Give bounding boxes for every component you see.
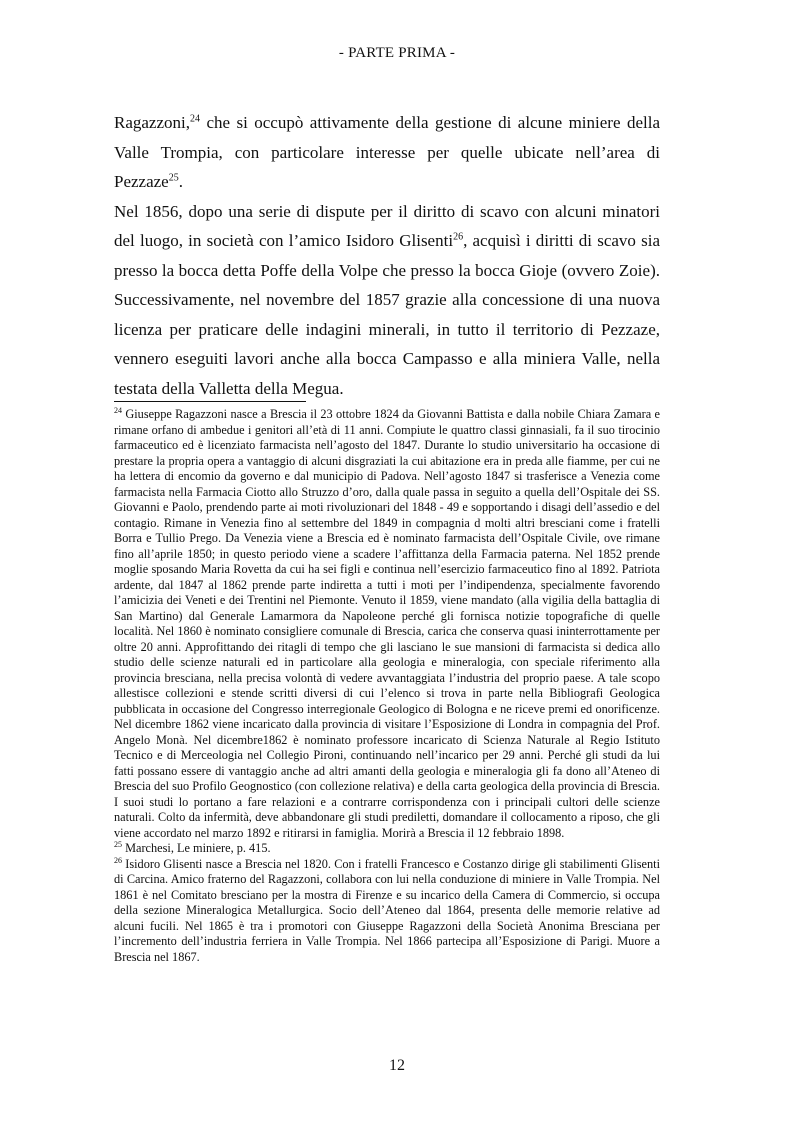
- main-text: [114, 108, 660, 403]
- footnotes: [114, 407, 660, 965]
- text-run: , acquisì i diritti di scavo sia presso la bocca detta Poffe della Volpe che presso la bocca Gioje (ovvero Zoie). Successivamente, nel novembre del 1857 grazie alla concessione di una nuova licenza per praticare delle indagini minerali, in tutto il territorio di Pezzaze, vennero eseguiti lavori anche alla bocca Campasso e alla miniera Valle, nella testata della Valletta della Megua.: [114, 231, 661, 398]
- footnote-ref-26[interactable]: 26: [453, 231, 464, 243]
- running-header: - PARTE PRIMA -: [338, 45, 456, 61]
- page-number: 12: [389, 1057, 405, 1074]
- footnote-26: [114, 857, 660, 966]
- footnote-25: [114, 841, 660, 857]
- footnote-separator: [114, 401, 306, 402]
- text-run: che si occupò attivamente della gestione di alcune miniere della Valle Trompia, con particolare interesse per quelle ubicate nell’area di Pezzaze: [114, 113, 660, 191]
- footnote-text: Marchesi, Le miniere, p. 415.: [122, 841, 271, 855]
- footnote-text: Isidoro Glisenti nasce a Brescia nel 1820. Con i fratelli Francesco e Costanzo dirige gli stabilimenti Glisenti di Carcina. Amico fraterno del Ragazzoni, collabora con lui nella conduzione di miniere in Valle Trompia. Nel 1861 è nel Comitato bresciano per la mostra di Firenze e su incarico della Camera di Commercio, si occupa della sezione Mineralogica Metallurgica. Socio dell’Ateneo dal 1864, presenta delle memorie relative ad alcuni fucili. Nel 1865 è tra i promotori con Giuseppe Ragazzoni della Società Anonima Bresciana per l’incremento dell’industria ferriera in Valle Trompia. Nel 1866 partecipa all’Esposizione di Parigi. Muore a Brescia nel 1867.: [114, 856, 660, 964]
- footnote-24: [114, 407, 660, 841]
- body-paragraph: [114, 108, 660, 197]
- text-run: .: [178, 172, 183, 191]
- footnote-text: Giuseppe Ragazzoni nasce a Brescia il 23 ottobre 1824 da Giovanni Battista e dalla nobile Chiara Zamara e rimane orfano di ambedue i genitori all’età di 11 anni. Compiute le quattro classi ginnasiali, fa il suo tirocinio farmaceutico ed è licenziato farmacista nell’agosto del 1847. Durante lo studio universitario ha occasione di prestare la propria opera a vantaggio di alcuni disgraziati la cui abitazione era in preda alle fiamme, per cui ne ha lettera di encomio da governo e dal municipio di Padova. Nell’agosto 1847 si trasferisce a Venezia come farmacista nella Farmacia Ciotto allo Struzzo d’oro, dalla quale passa in seguito a quella dell’Ospitale dei SS. Giovanni e Paolo, prendendo parte ai moti rivoluzionari del 1848 - 49 e sopportando i disagi dell’assedio e del contagio. Rimane in Venezia fino al settembre del 1849 in compagnia d molti altri bresciani come i fratelli Borra e Tullio Prego. Da Venezia viene a Brescia ed è nominato farmacista dell’Ospitale Civile, ove rimane fino all’aprile 1850; in questo periodo viene a scadere l’affittanza della Farmacia paterna. Nel 1852 prende moglie sposando Maria Rovetta da cui ha sei figli e continua nell’esercizio farmaceutico fino al 1892. Patriota ardente, dal 1847 al 1862 prende parte indiretta a tutti i moti per l’indipendenza, specialmente favorendo l’amicizia dei Veneti e dei Trentini nel Piemonte. Venuto il 1859, viene mandato (alla vigilia della battaglia di San Martino) dal Generale Lamarmora da Napoleone perché gli fornisca notizie topografiche di quelle località. Nel 1860 è nominato consigliere comunale di Brescia, carica che conserva quasi ininterrottamente per oltre 20 anni. Approfittando dei ritagli di tempo che gli lasciano le sue mansioni di farmacista si dedica allo studio delle scienze naturali ed in particolare alla geologia e mineralogia, con speciale riferimento alla provincia bresciana, nella precisa volontà di vedere avvantaggiata l’industria del proprio paese. A tale scopo allestisce collezioni e stende scritti diversi di cui l’elenco si trova in parte nella Bibliografi Geologica pubblicata in occasione del Congresso interregionale Geologico di Bologna e ne riceve premi ed onorificenze. Nel dicembre 1862 viene incaricato dalla provincia di visitare l’Esposizione di Londra in compagnia del Prof. Angelo Monà. Nel dicembre1862 è nominato professore incaricato di Scienza Naturale al Regio Istituto Tecnico e di Merceologia nel Collegio Pironi, continuando nell’incarico per 29 anni. Perché gli studi da lui fatti possano essere di vantaggio anche ad altri amanti della geologia e mineralogia gli fa dono all’Ateneo di Brescia del suo Profilo Geognostico (con collezione relativa) e della carta geologica della provincia di Brescia. I suoi studi lo portano a fare relazioni e a contrarre corrispondenza con i principali cultori delle scienze naturali. Colto da infermità, deve abbandonare gli studi prediletti, domandare il collocamento a riposo, che gli viene accordato nel marzo 1892 e ritirarsi in famiglia. Morirà a Brescia il 12 febbraio 1898.: [114, 407, 660, 840]
- footnote-ref-25[interactable]: 25: [168, 172, 179, 184]
- footnote-number: 26: [114, 855, 122, 865]
- text-run: Nel 1856, dopo una serie di dispute per il diritto di scavo con alcuni minatori del luogo, in società con l’amico Isidoro Glisenti: [114, 201, 660, 250]
- footnote-ref-24[interactable]: 24: [190, 113, 200, 125]
- body-paragraph: [114, 197, 660, 404]
- text-run: Ragazzoni,: [114, 113, 190, 132]
- footnote-number: 24: [114, 405, 122, 415]
- footnote-number: 25: [114, 839, 122, 849]
